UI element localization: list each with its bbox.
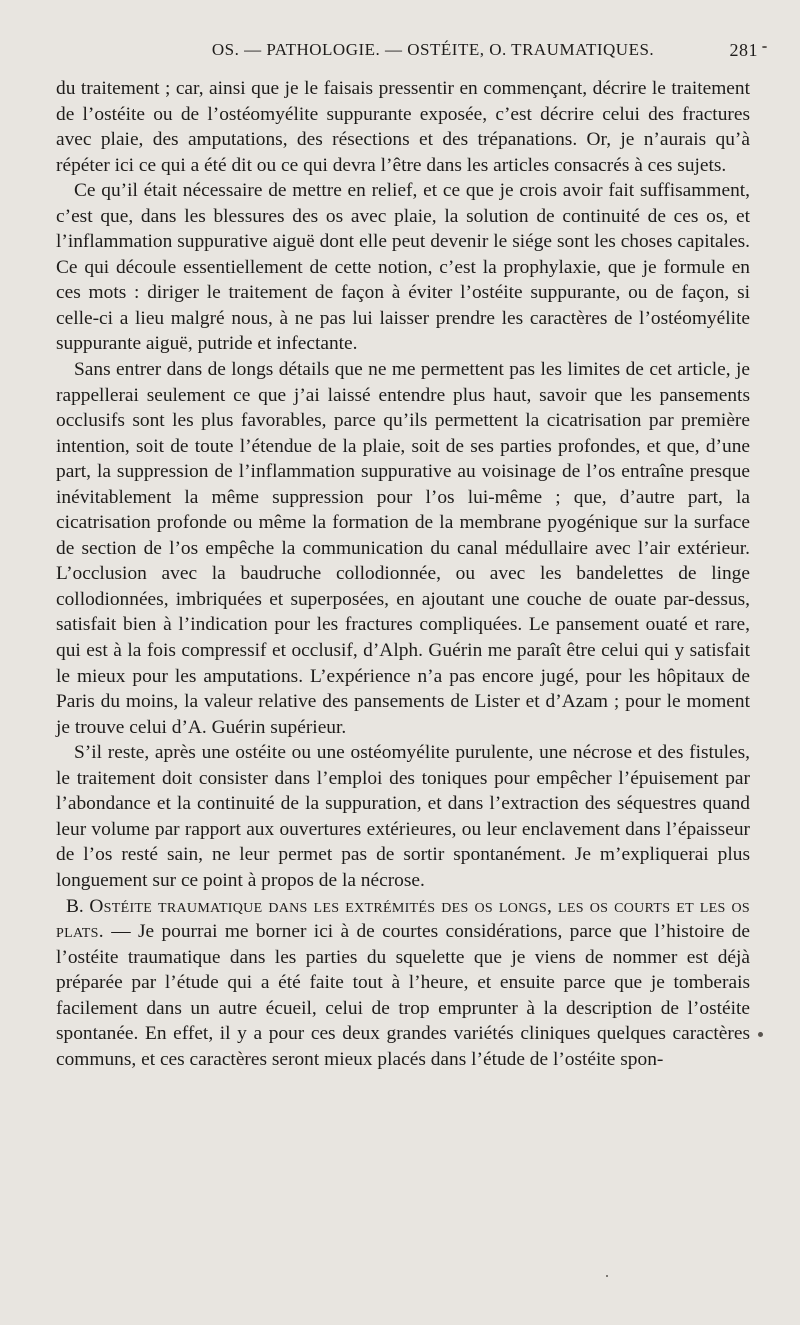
page-number: 281 <box>729 40 758 60</box>
speck-mark <box>758 1032 763 1037</box>
body-text <box>56 76 750 1072</box>
section-b-paragraph <box>56 894 750 1073</box>
running-head-title: OS. — PATHOLOGIE. — OSTÉITE, O. TRAUMATIQUES. <box>211 40 655 59</box>
section-heading: Ostéite traumatique dans les extrémités des os longs, les os courts et les os plats. <box>56 895 750 943</box>
running-head <box>56 40 758 66</box>
paragraph: Ce qu’il était nécessaire de mettre en relief, et ce que je crois avoir fait suffisamment, c’est que, dans les blessures des os avec plaie, la solution de continuité de ces os, et l’inflammation suppurative aiguë dont elle peut devenir le siége sont les choses capitales. Ce qui découle essentiellement de cette notion, c’est la prophylaxie, que je formule en ces mots : diriger le traitement de façon à éviter l’ostéite suppurante, ou de façon, si celle-ci a lieu malgré nous, à ne pas lui laisser prendre les caractères de l’ostéomyélite suppurante aiguë, putride et infectante. <box>56 180 750 355</box>
section-text: — Je pourrai me borner ici à de courtes considérations, parce que l’histoire de l’ostéite traumatique dans les parties du squelette que je viens de nommer est déjà préparée par l’étude qui a été faite tout à l’heure, et ensuite parce que je tomberais facilement dans un autre écueil, celui de trop emprunter à la description de l’ostéite spontanée. En effet, il y a pour ces deux grandes variétés cliniques quelques caractères communs, et ces caractères seront mieux placés dans l’étude de l’ostéite spon- <box>56 921 750 1070</box>
paragraph: du traitement ; car, ainsi que je le faisais pressentir en commençant, décrire le traitement de l’ostéite ou de l’ostéomyélite suppurante exposée, c’est décrire celui des fractures avec plaie, des amputations, des résections et des trépanations. Or, je n’aurais qu’à répéter ici ce qui a été dit ou ce qui devra l’être dans les articles consacrés à ces sujets. <box>56 78 750 176</box>
section-label: B. <box>66 895 84 917</box>
speck-mark <box>606 1275 608 1277</box>
speck-mark <box>762 46 767 48</box>
paragraph: Sans entrer dans de longs détails que ne me permettent pas les limites de cet article, je rappellerai seulement ce que j’ai laissé entendre plus haut, savoir que les pansements occlusifs sont les plus favorables, parce qu’ils permettent la cicatrisation par première intention, soit de toute l’étendue de la plaie, soit de ses parties profondes, et que, d’une part, la suppression de l’inflammation suppurative au voisinage de l’os entraîne presque inévitablement la même suppression pour l’os lui-même ; que, d’autre part, la cicatrisation profonde ou même la formation de la membrane pyogénique sur la surface de section de l’os empêche la communication du canal médullaire avec l’air extérieur. L’occlusion avec la baudruche collodionnée, ou avec les bandelettes de linge collodionnées, imbriquées et superposées, en ajoutant une couche de ouate par-dessus, satisfait bien à l’indication pour les fractures compliquées. Le pansement ouaté et rare, qui est à la fois compressif et occlusif, d’Alph. Guérin me paraît être celui qui y satisfait le mieux pour les amputations. L’expérience n’a pas encore jugé, pour les hôpitaux de Paris du moins, la valeur relative des pansements de Lister et d’Azam ; pour le moment je trouve celui d’A. Guérin supérieur. <box>56 359 750 738</box>
paragraph: S’il reste, après une ostéite ou une ostéomyélite purulente, une nécrose et des fistules, le traitement doit consister dans l’emploi des toniques pour empêcher l’épuisement par l’abondance et la continuité de la suppuration, et dans l’extraction des séquestres quand leur volume par rapport aux ouvertures extérieures, ou leur enclavement dans l’épaisseur de l’os resté sain, ne leur permet pas de sortir spontanément. Je m’expliquerai plus longuement sur ce point à propos de la nécrose. <box>56 742 750 891</box>
